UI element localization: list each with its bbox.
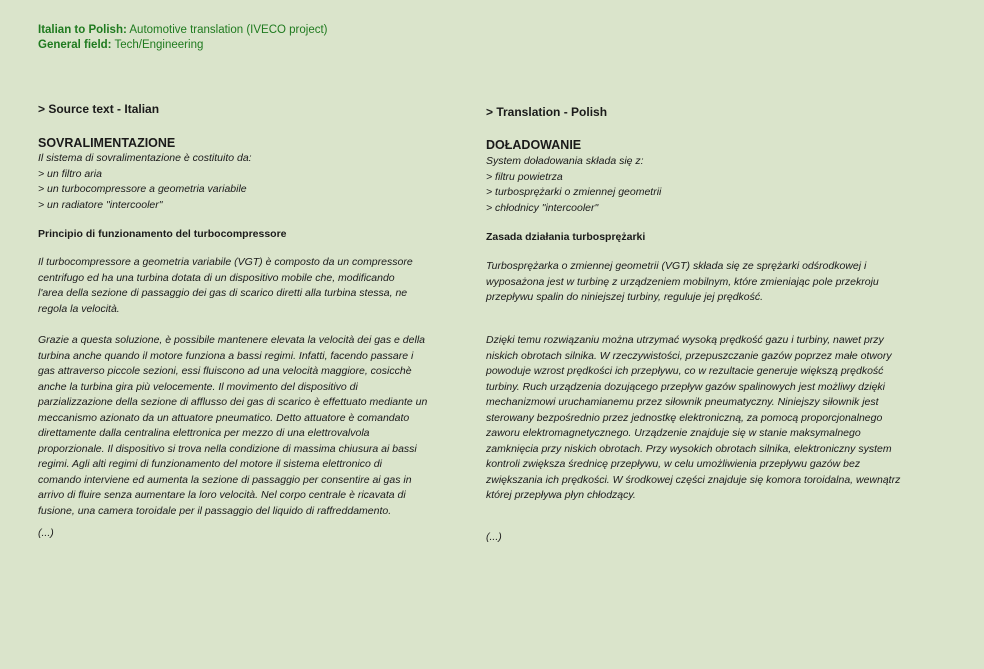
source-paragraph-line: regola la velocità. [38,302,120,315]
source-paragraph-line: regimi. Agli alti regimi di funzionamento del motore il sistema elettronico di [38,458,382,470]
translation-intro-line: > filtru powietrza [486,170,563,183]
source-paragraph-line: comando interviene ed aumenta la sezione di passaggio per consentire ai gas in [38,473,412,486]
translation-ellipsis: (...) [486,531,502,543]
source-intro-line: > un radiatore "intercooler" [38,198,163,211]
translation-paragraph-line: wyposażona jest w turbinę z urządzeniem mobilnym, które zmieniając pole przekroju [486,275,879,288]
field-label: General field: [38,39,112,51]
translation-subheading: Zasada działania turbosprężarki [486,231,646,243]
translation-paragraph-line: zaworu elektromagnetycznego. Urządzenie znajduje się w stanie maksymalnego [486,427,861,439]
translation-paragraph-line: mechanizmowi uruchamianemu przez siłownik pneumatyczny. Niniejszy siłownik jest [486,396,879,408]
translation-paragraph-1 [486,259,879,306]
source-paragraph-line: Il turbocompressore a geometria variabile (VGT) è composto da un compressore [38,256,413,268]
translation-paragraph-2 [486,333,900,504]
translation-paragraph-line: której przepływa płyn chłodzący. [486,489,636,501]
source-subheading: Principio di funzionamento del turbocompressore [38,228,287,240]
translation-intro-line: > chłodnicy "intercooler" [486,201,599,214]
source-paragraph-line: proporzionale. Il dispositivo si trova nella condizione di massima chiusura ai bassi [38,442,417,455]
language-pair-label: Italian to Polish: [38,24,127,36]
source-paragraph-line: anche la turbina gira più velocemente. Il movimento del dispositivo di [38,380,358,393]
field-line [38,38,328,53]
translation-intro-line: > turbosprężarki o zmiennej geometrii [486,186,662,198]
source-paragraph-line: turbina anche quando il motore funziona a bassi regimi. Infatti, facendo passare i [38,349,414,362]
source-section-title: > Source text - Italian [38,102,160,116]
source-paragraph-line: direttamente dalla centralina elettronica per mezzo di una elettrovalvola [38,427,370,439]
translation-paragraph-line: powoduje wzrost prędkości ich przepływu, co w rezultacie generuje większą prędkość [486,365,884,377]
source-paragraph-line: Grazie a questa soluzione, è possibile mantenere elevata la velocità dei gas e della [38,334,425,346]
source-paragraph-2 [38,333,427,519]
source-heading: SOVRALIMENTAZIONE [38,136,176,150]
translation-paragraph-line: zwiększania ich prędkości. W środkowej części znajduje się komora toroidalna, wewnątrz [486,473,901,486]
translation-heading: DOŁADOWANIE [486,138,582,152]
translation-intro-line: System doładowania składa się z: [486,155,644,167]
translation-paragraph-line: turbiny. Ruch urządzenia dozującego przepływ gazów spalinowych jest możliwy dzięki [486,380,885,393]
source-paragraph-1 [38,255,413,317]
document-header [38,23,328,53]
translation-paragraph-line: sterowany bezpośrednio przez jednostkę elektroniczną, za pomocą proporcjonalnego [486,411,883,424]
translation-section-title: > Translation - Polish [486,105,608,119]
source-intro-line: > un filtro aria [38,167,102,180]
translation-paragraph-line: przepływu spalin do niniejszej turbiny, reguluje jej prędkość. [486,291,764,303]
language-pair-value: Automotive translation (IVECO project) [126,24,328,36]
source-paragraph-line: parzializzazione della sezione di afflusso dei gas di scarico è effettuato mediante un [38,396,428,408]
source-paragraph-line: l'area della sezione di passaggio dei gas di scarico diretti alla turbina stessa, ne [38,287,408,299]
translation-paragraph-line: Dzięki temu rozwiązaniu można utrzymać wysoką prędkość gazu i turbiny, nawet przy [486,334,884,346]
field-value: Tech/Engineering [111,39,204,51]
translation-paragraph-line: zamknięcia przy niskich obrotach. Przy wysokich obrotach silnika, elektroniczny system [486,442,892,455]
source-paragraph-line: fusione, una camera toroidale per il passaggio del liquido di raffreddamento. [38,504,392,517]
source-ellipsis: (...) [38,527,54,539]
source-paragraph-line: centrifugo ed ha una turbina dotata di un dispositivo mobile che, modificando [38,271,395,284]
translation-paragraph-line: niskich obrotach silnika. W rzeczywistości, przepuszczanie gazów poprzez małe otwory [486,349,892,362]
source-paragraph-line: gas attraverso piccole sezioni, essi fluiscono ad una velocità maggiore, cosicchè [38,365,412,377]
translation-intro [486,154,661,216]
translation-paragraph-line: kontroli zwiększa średnicę przepływu, w celu umożliwienia przepływu gazów bez [486,458,861,470]
source-intro [38,151,252,213]
source-paragraph-line: meccanismo azionato da un attuatore pneumatico. Detto attuatore è comandato [38,411,410,424]
source-paragraph-line: arrivo di fluire senza aumentare la loro velocità. Nel corpo centrale è ricavata di [38,489,406,501]
language-pair-line [38,23,328,38]
translation-paragraph-line: Turbosprężarka o zmiennej geometrii (VGT) składa się ze sprężarki odśrodkowej i [486,260,867,272]
source-intro-line: Il sistema di sovralimentazione è costituito da: [38,152,252,164]
source-intro-line: > un turbocompressore a geometria variabile [38,183,247,195]
